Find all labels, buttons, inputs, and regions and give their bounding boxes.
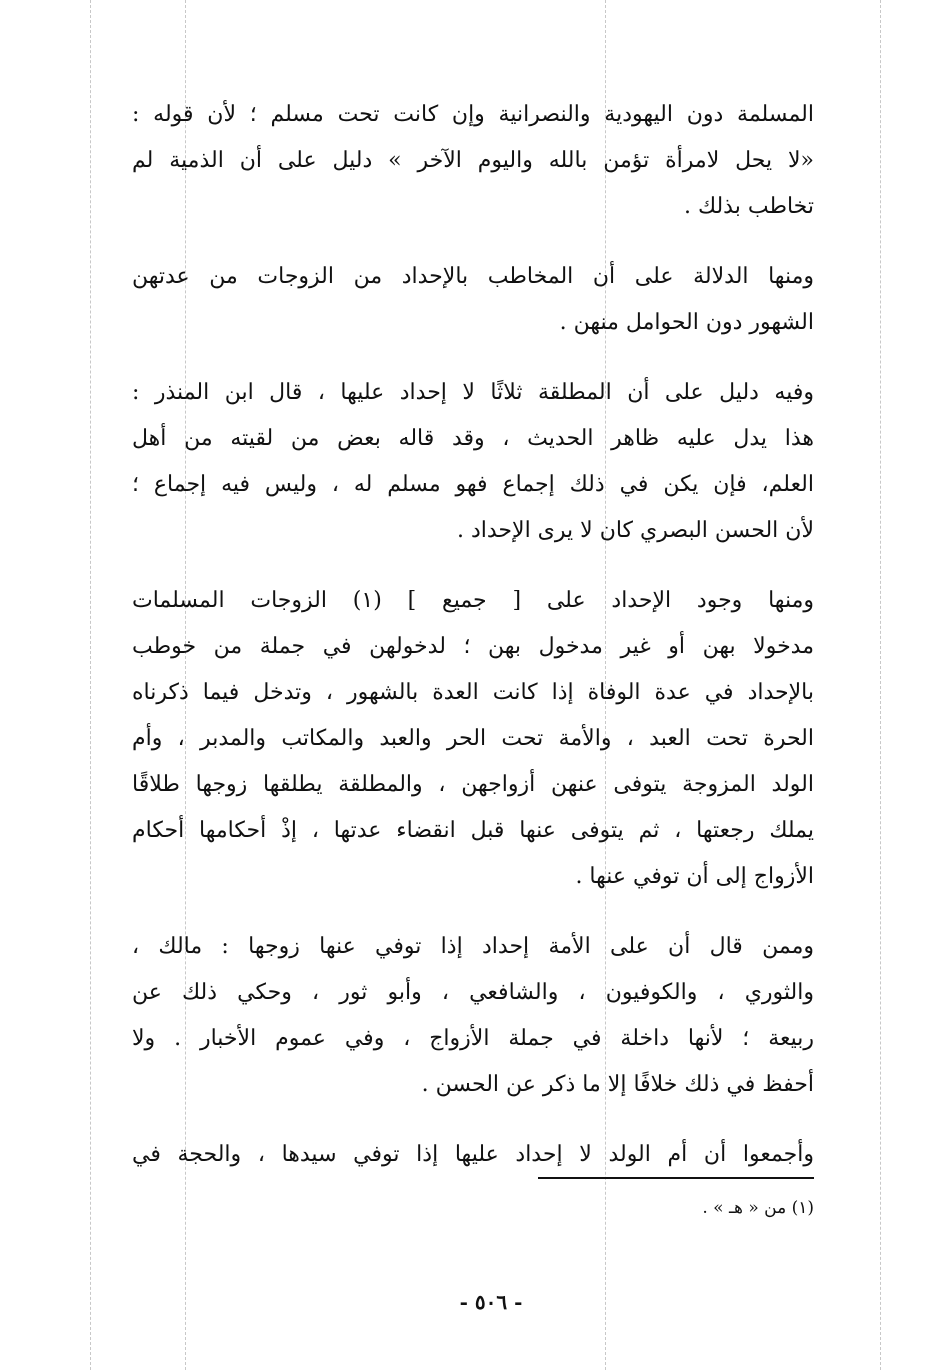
text-line: وفيه دليل على أن المطلقة ثلاثًا لا إحداد عليها ، قال ابن المنذر : <box>132 380 814 405</box>
text-line: الولد المزوجة يتوفى عنهن أزواجهن ، والمطلقة يطلقها زوجها طلاقًا <box>132 772 814 797</box>
paragraph <box>132 254 814 346</box>
footnote-divider <box>538 1177 814 1179</box>
page-number: - ٥٠٦ - <box>459 1290 523 1314</box>
body-text <box>132 92 814 1178</box>
text-line: ربيعة ؛ لأنها داخلة في جملة الأزواج ، وفي عموم الأخبار . ولا <box>132 1026 814 1051</box>
paragraph <box>132 924 814 1108</box>
text-line: العلم، فإن يكن في ذلك إجماع فهو مسلم له ، وليس فيه إجماع ؛ <box>132 472 814 497</box>
text-line: المسلمة دون اليهودية والنصرانية وإن كانت تحت مسلم ؛ لأن قوله : <box>132 102 814 127</box>
scan-artifact-line <box>880 0 881 1370</box>
scan-artifact-line <box>90 0 91 1370</box>
text-line: الأزواج إلى أن توفي عنها . <box>575 864 814 889</box>
text-line: أحفظ في ذلك خلافًا إلا ما ذكر عن الحسن . <box>421 1072 814 1097</box>
text-line: هذا يدل عليه ظاهر الحديث ، وقد قاله بعض من لقيته من أهل <box>132 426 814 451</box>
text-line: وممن قال أن على الأمة إحداد إذا توفي عنها زوجها : مالك ، <box>132 934 814 959</box>
text-line: والثوري ، والكوفيون ، والشافعي ، وأبو ثور ، وحكي ذلك عن <box>132 980 814 1005</box>
text-line: الحرة تحت العبد ، والأمة تحت الحر والعبد والمكاتب والمدبر ، وأم <box>132 726 814 751</box>
text-line: الشهور دون الحوامل منهن . <box>559 310 814 335</box>
footnote: (١) من « هـ » . <box>702 1198 814 1218</box>
text-line: مدخولا بهن أو غير مدخول بهن ؛ لدخولهن في جملة من خوطب <box>132 634 814 659</box>
text-line: بالإحداد في عدة الوفاة إذا كانت العدة بالشهور ، وتدخل فيما ذكرناه <box>132 680 814 705</box>
text-line: تخاطب بذلك . <box>683 194 814 219</box>
paragraph <box>132 370 814 554</box>
text-line: «لا يحل لامرأة تؤمن بالله واليوم الآخر » دليل على أن الذمية لم <box>132 148 814 173</box>
text-line: لأن الحسن البصري كان لا يرى الإحداد . <box>456 518 814 543</box>
paragraph <box>132 1132 814 1178</box>
text-line: ومنها وجود الإحداد على [ جميع ] (١) الزوجات المسلمات <box>132 588 814 613</box>
paragraph <box>132 578 814 900</box>
text-line: يملك رجعتها ، ثم يتوفى عنها قبل انقضاء عدتها ، إذْ أحكامها أحكام <box>132 818 814 843</box>
text-line: وأجمعوا أن أم الولد لا إحداد عليها إذا توفي سيدها ، والحجة في <box>132 1142 814 1167</box>
paragraph <box>132 92 814 230</box>
text-line: ومنها الدلالة على أن المخاطب بالإحداد من الزوجات من عدتهن <box>132 264 814 289</box>
